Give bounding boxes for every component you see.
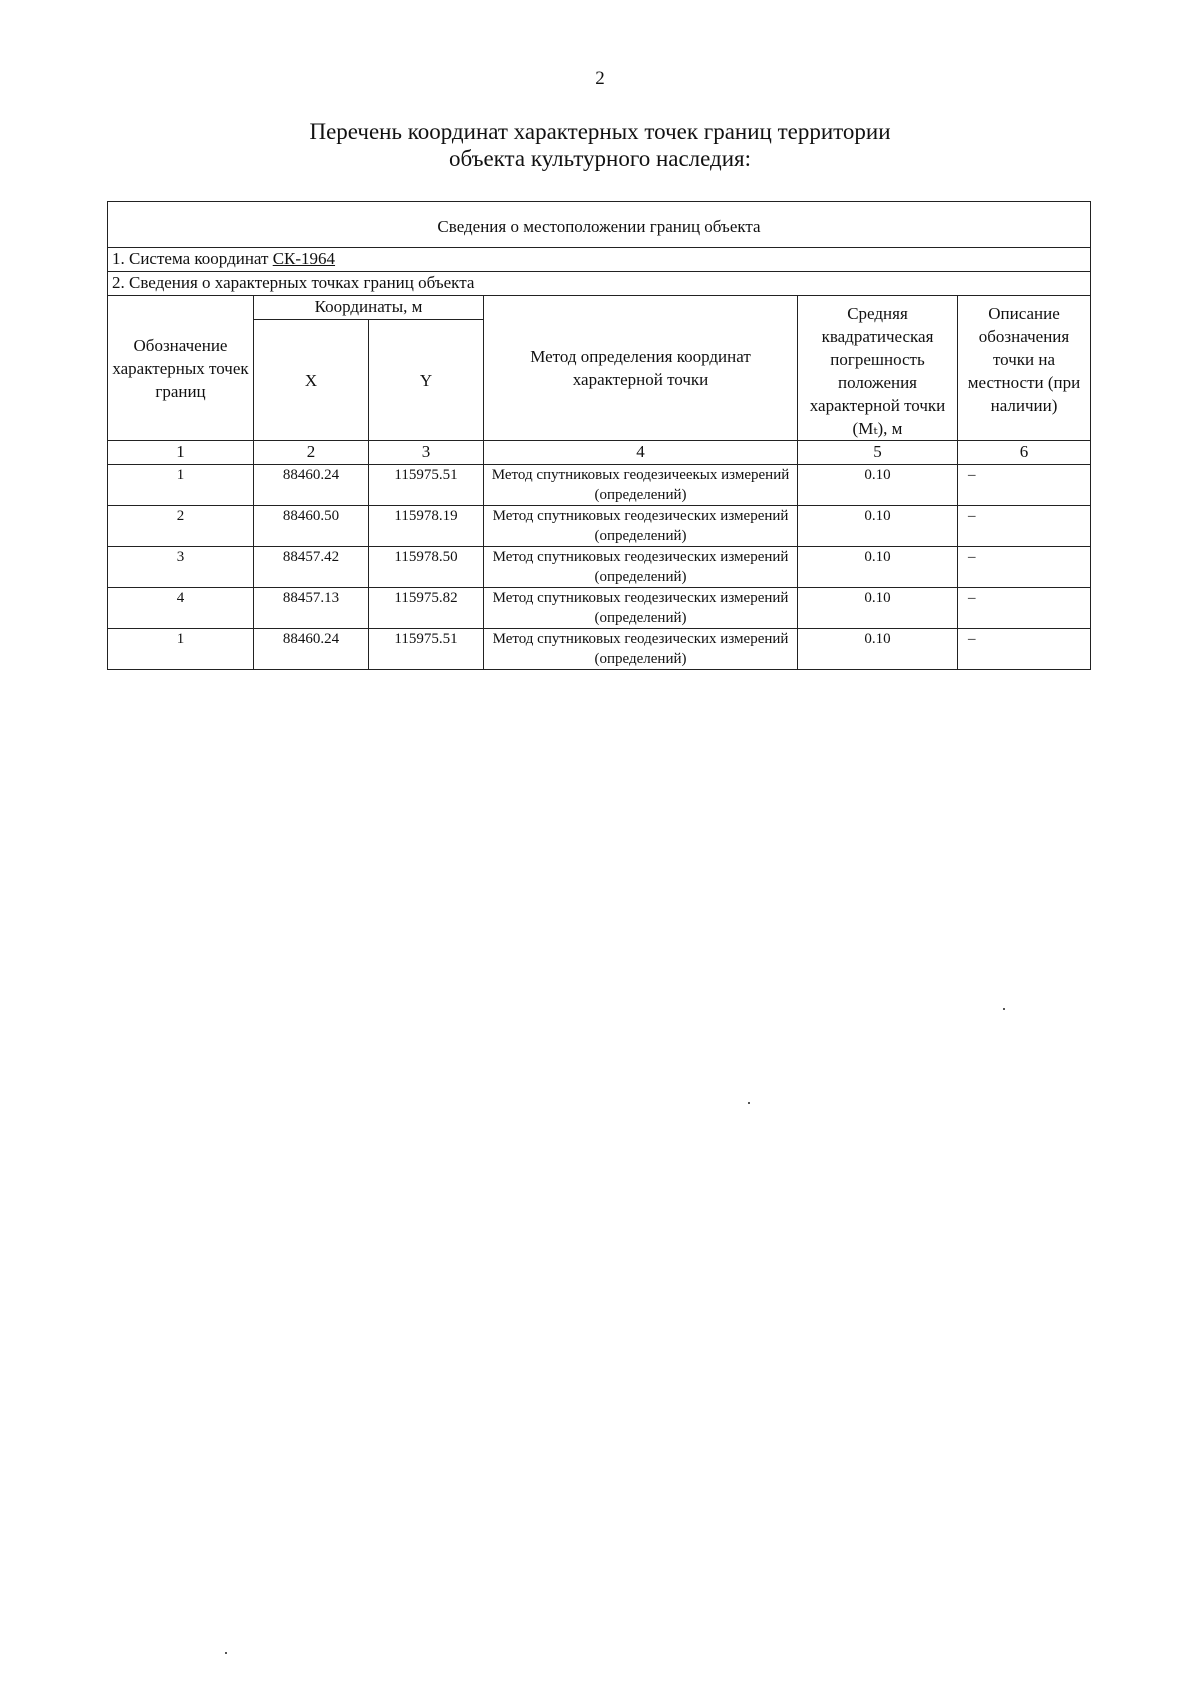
scan-speck xyxy=(225,1652,227,1654)
table-row xyxy=(108,588,1091,629)
document-title xyxy=(0,118,1200,172)
table-row xyxy=(108,465,1091,506)
cell-point: 4 xyxy=(108,588,254,629)
cell-point: 3 xyxy=(108,547,254,588)
header-y: Y xyxy=(369,320,484,441)
cell-method: Метод спутниковых геодезических измерений (определений) xyxy=(484,588,798,629)
cell-point: 1 xyxy=(108,629,254,670)
coordinate-system-value: СК-1964 xyxy=(272,249,336,268)
table-row xyxy=(108,547,1091,588)
coordinate-system-row xyxy=(108,248,1091,272)
cell-method: Метод спутниковых геодезических измерений (определений) xyxy=(484,629,798,670)
coordinates-table xyxy=(107,201,1091,670)
header-point: Обозначение характерных точек границ xyxy=(108,296,254,441)
cell-description: – xyxy=(958,465,1091,506)
cell-method: Метод спутниковых геодезических измерений (определений) xyxy=(484,547,798,588)
header-description: Описание обозначения точки на местности (при наличии) xyxy=(958,296,1091,441)
column-number: 3 xyxy=(369,441,484,465)
coordinate-system-label: 1. Система координат xyxy=(112,249,273,268)
cell-method: Метод спутниковых геодезических измерений (определений) xyxy=(484,506,798,547)
column-number: 1 xyxy=(108,441,254,465)
cell-point: 2 xyxy=(108,506,254,547)
page-number: 2 xyxy=(595,68,605,89)
header-coords-group: Координаты, м xyxy=(254,296,484,320)
column-number: 6 xyxy=(958,441,1091,465)
cell-error: 0.10 xyxy=(798,547,958,588)
cell-description: – xyxy=(958,506,1091,547)
cell-x: 88460.24 xyxy=(254,629,369,670)
column-number: 5 xyxy=(798,441,958,465)
cell-x: 88457.13 xyxy=(254,588,369,629)
header-x: X xyxy=(254,320,369,441)
scan-speck xyxy=(748,1102,750,1104)
column-number: 2 xyxy=(254,441,369,465)
cell-error: 0.10 xyxy=(798,588,958,629)
title-line-2: объекта культурного наследия: xyxy=(448,146,752,171)
cell-x: 88460.24 xyxy=(254,465,369,506)
column-number-row xyxy=(108,441,1091,465)
cell-error: 0.10 xyxy=(798,506,958,547)
cell-description: – xyxy=(958,629,1091,670)
table-caption: Сведения о местоположении границ объекта xyxy=(108,202,1091,248)
cell-error: 0.10 xyxy=(798,465,958,506)
cell-y: 115975.51 xyxy=(369,465,484,506)
cell-x: 88460.50 xyxy=(254,506,369,547)
cell-description: – xyxy=(958,547,1091,588)
cell-point: 1 xyxy=(108,465,254,506)
table-row xyxy=(108,629,1091,670)
cell-method: Метод спутниковых геодезичеекых измерений (определений) xyxy=(484,465,798,506)
cell-x: 88457.42 xyxy=(254,547,369,588)
column-number: 4 xyxy=(484,441,798,465)
title-line-1: Перечень координат характерных точек границ территории xyxy=(309,119,891,144)
cell-y: 115975.82 xyxy=(369,588,484,629)
cell-error: 0.10 xyxy=(798,629,958,670)
points-section-row: 2. Сведения о характерных точках границ объекта xyxy=(108,272,1091,296)
cell-y: 115975.51 xyxy=(369,629,484,670)
cell-y: 115978.50 xyxy=(369,547,484,588)
header-method: Метод определения координат характерной точки xyxy=(484,296,798,441)
cell-y: 115978.19 xyxy=(369,506,484,547)
scan-speck xyxy=(1003,1008,1005,1010)
table-row xyxy=(108,506,1091,547)
cell-description: – xyxy=(958,588,1091,629)
header-error: Средняя квадратическая погрешность положения характерной точки (Mₜ), м xyxy=(798,296,958,441)
